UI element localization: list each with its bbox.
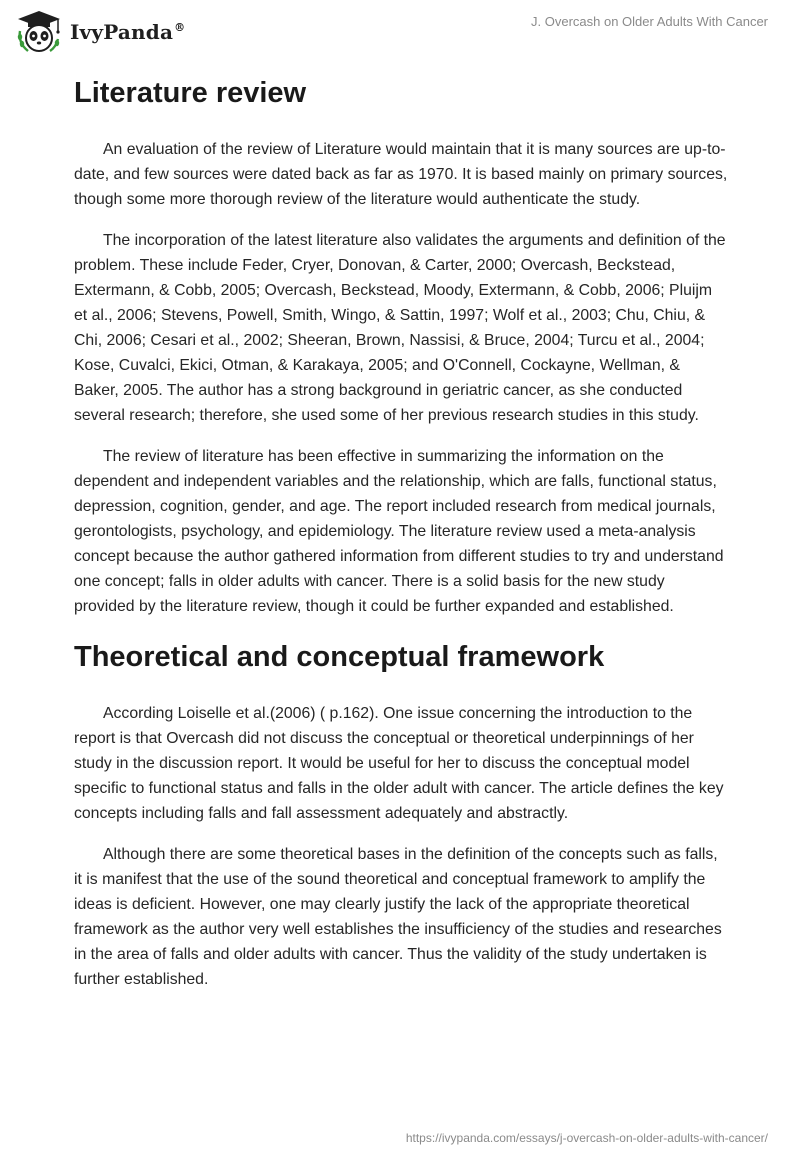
paragraph: The review of literature has been effective in summarizing the information on the dependent and independent variables and the relationship, which are falls, functional status, depression, cognition, gender, and age. The report included research from medical journals, gerontologists, psychology, and epidemiology. The literature review used a meta-analysis concept because the author gathered information from different studies to try and understand one concept; falls in older adults with cancer. There is a solid basis for the new study provided by the literature review, though it could be further expanded and established. [74, 448, 724, 615]
brand-name: IvyPanda® [70, 20, 186, 44]
document-title: J. Overcash on Older Adults With Cancer [531, 14, 768, 29]
paragraph: An evaluation of the review of Literature would maintain that it is many sources are up-to-date, and few sources were dated back as far as 1970. It is based mainly on primary sources, though some more thorough review of the literature would authenticate the study. [74, 141, 728, 208]
article-body [74, 70, 728, 1008]
page-header [0, 0, 800, 66]
section-heading-literature-review: Literature review [74, 77, 307, 109]
paragraph: According Loiselle et al.(2006) ( p.162). One issue concerning the introduction to the report is that Overcash did not discuss the conceptual or theoretical underpinnings of her study in the discussion report. It would be useful for her to discuss the conceptual model specific to functional status and falls in the older adult with cancer. The article defines the key concepts including falls and fall assessment adequately and abstractly. [74, 705, 724, 822]
paragraph: Although there are some theoretical bases in the definition of the concepts such as falls, it is manifest that the use of the sound theoretical and conceptual framework to amplify the ideas is deficient. However, one may clearly justify the lack of the appropriate theoretical framework as the author very well establishes the insufficiency of the studies and researches in the area of falls and older adults with cancer. Thus the validity of the study undertaken is further established. [74, 846, 722, 988]
brand-logo[interactable] [14, 9, 185, 55]
paragraph: The incorporation of the latest literature also validates the arguments and definition of the problem. These include Feder, Cryer, Donovan, & Carter, 2000; Overcash, Beckstead, Extermann, & Cobb, 2005; Overcash, Beckstead, Moody, Extermann, & Cobb, 2006; Pluijm et al., 2006; Stevens, Powell, Smith, Wingo, & Sattin, 1997; Wolf et al., 2003; Chu, Chiu, & Chi, 2006; Cesari et al., 2002; Sheeran, Brown, Nassisi, & Bruce, 2004; Turcu et al., 2004; Kose, Cuvalci, Ekici, Otman, & Karakaya, 2005; and O'Connell, Cockayne, Wellman, & Baker, 2005. The author has a strong background in geriatric cancer, as she conducted several research; therefore, she used some of her previous research studies in this study. [74, 232, 726, 424]
panda-graduate-icon [14, 9, 64, 55]
section-heading-theoretical-framework: Theoretical and conceptual framework [74, 641, 605, 673]
source-url[interactable]: https://ivypanda.com/essays/j-overcash-on-older-adults-with-cancer/ [405, 1131, 768, 1145]
